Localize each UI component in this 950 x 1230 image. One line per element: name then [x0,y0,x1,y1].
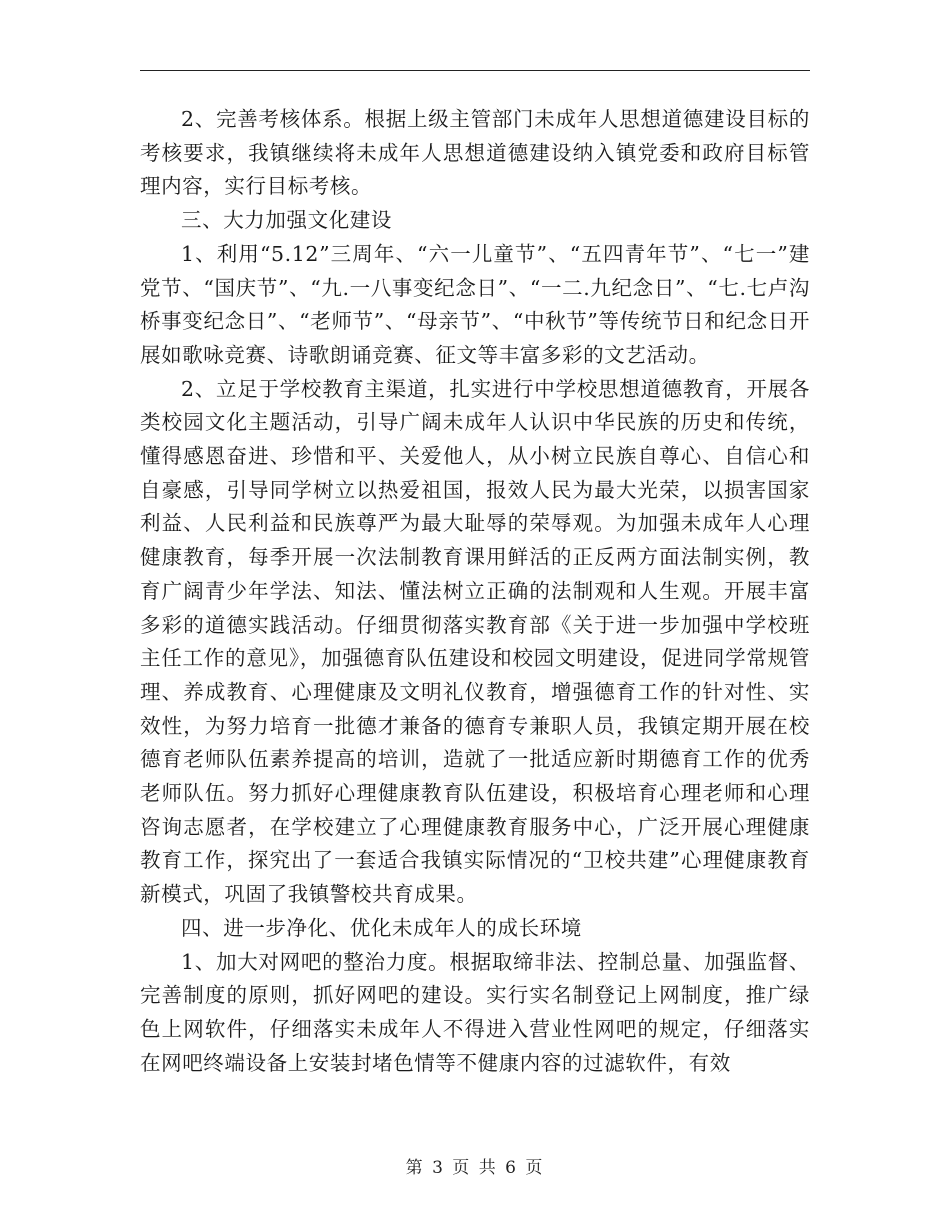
paragraph-festivals: 1、利用“5.12”三周年、“六一儿童节”、“五四青年节”、“七一”建党节、“国庆节”、“九.一八事变纪念日”、“一二.九纪念日”、“七.七卢沟桥事变纪念日”、“老师节”、“母亲节”、“中秋节”等传统节日和纪念日开展如歌咏竞赛、诗歌朗诵竞赛、征文等丰富多彩的文艺活动。 [140,241,810,367]
header-rule [140,70,810,71]
paragraph-internet-cafe: 1、加大对网吧的整治力度。根据取缔非法、控制总量、加强监督、完善制度的原则，抓好网吧的建设。实行实名制登记上网制度，推广绿色上网软件，仔细落实未成年人不得进入营业性网吧的规定，仔细落实在网吧终端设备上安装封堵色情等不健康内容的过滤软件，有效 [140,949,810,1075]
document-body [140,103,810,1080]
paragraph-school-education: 2、立足于学校教育主渠道，扎实进行中学校思想道德教育，开展各类校园文化主题活动，引导广阔未成年人认识中华民族的历史和传统，懂得感恩奋进、珍惜和平、关爱他人，从小树立民族自尊心、自信心和自豪感，引导同学树立以热爱祖国，报效人民为最大光荣，以损害国家利益、人民利益和民族尊严为最大耻辱的荣辱观。为加强未成年人心理健康教育，每季开展一次法制教育课用鲜活的正反两方面法制实例，教育广阔青少年学法、知法、懂法树立正确的法制观和人生观。开展丰富多彩的道德实践活动。仔细贯彻落实教育部《关于进一步加强中学校班主任工作的意见》，加强德育队伍建设和校园文明建设，促进同学常规管理、养成教育、心理健康及文明礼仪教育，增强德育工作的针对性、实效性，为努力培育一批德才兼备的德育专兼职人员，我镇定期开展在校德育老师队伍素养提高的培训，造就了一批适应新时期德育工作的优秀老师队伍。努力抓好心理健康教育队伍建设，积极培育心理老师和心理咨询志愿者，在学校建立了心理健康教育服务中心，广泛开展心理健康教育工作，探究出了一套适合我镇实际情况的“卫校共建”心理健康教育新模式，巩固了我镇警校共育成果。 [140,376,810,907]
page-number-footer: 第 3 页 共 6 页 [405,1158,545,1178]
paragraph-assessment-system: 2、完善考核体系。根据上级主管部门未成年人思想道德建设目标的考核要求，我镇继续将未成年人思想道德建设纳入镇党委和政府目标管理内容，实行目标考核。 [140,107,810,199]
section-heading-environment: 四、进一步净化、优化未成年人的成长环境 [181,915,582,940]
section-heading-culture: 三、大力加强文化建设 [181,208,392,233]
